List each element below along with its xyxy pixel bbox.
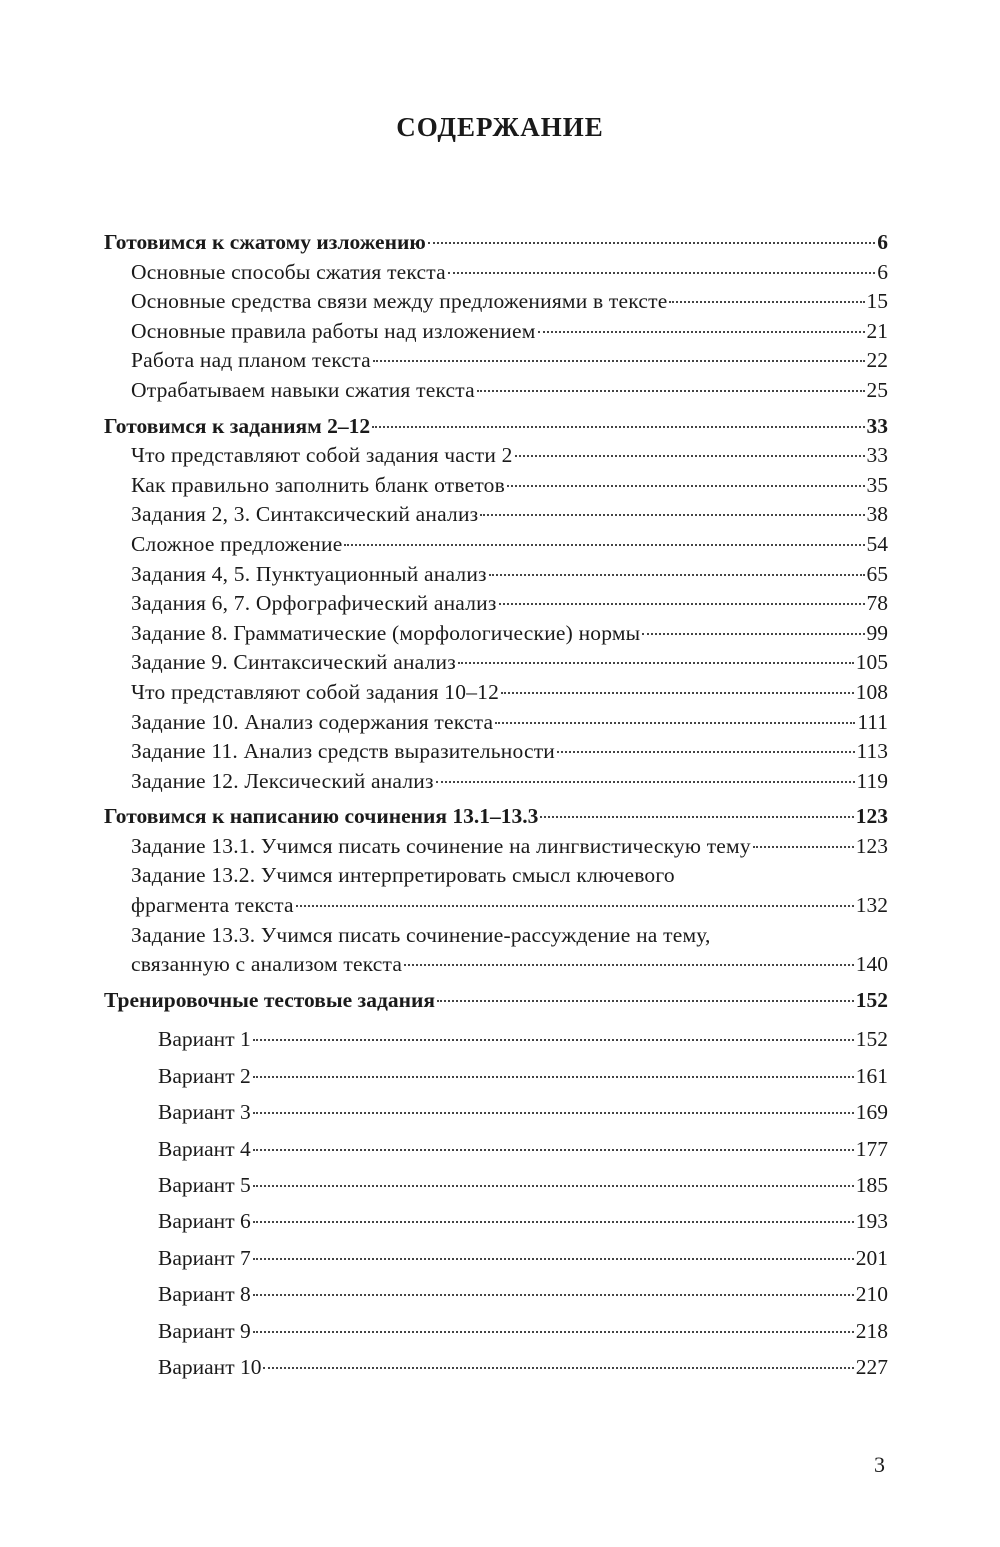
toc-page-number: 6: [877, 259, 888, 284]
toc-item-label: Вариант 2: [158, 1063, 251, 1088]
toc-item-label: Задание 11. Анализ средств выразительности: [131, 739, 555, 764]
toc-item-label: Вариант 8: [158, 1282, 251, 1307]
toc-section: [104, 986, 888, 1016]
toc-page-number: 33: [866, 413, 888, 438]
dot-leader: [501, 692, 854, 694]
toc-section: [104, 228, 888, 258]
toc-page-number: 33: [866, 443, 888, 468]
toc-section: [104, 802, 888, 832]
toc-item: [131, 648, 888, 678]
page-number-footer: 3: [874, 1452, 885, 1477]
toc-item: [131, 560, 888, 590]
toc-item: [131, 530, 888, 560]
dot-leader: [344, 544, 864, 546]
toc-item-label: Что представляют собой задания части 2: [131, 443, 513, 468]
toc-page-number: 113: [856, 739, 888, 764]
toc-item: [131, 832, 888, 862]
dot-leader: [404, 964, 854, 966]
toc-page-number: 78: [866, 591, 888, 616]
toc-variant: [158, 1276, 888, 1312]
toc-variant: [158, 1021, 888, 1057]
toc-item-label: Задание 13.1. Учимся писать сочинение на лингвистическую тему: [131, 833, 751, 858]
dot-leader: [538, 331, 865, 333]
toc-page-number: 169: [855, 1100, 888, 1125]
toc-section: [104, 412, 888, 442]
dot-leader: [557, 751, 855, 753]
dot-leader: [480, 514, 864, 516]
toc-page-number: 38: [866, 502, 888, 527]
toc-item: [131, 589, 888, 619]
toc-page-number: 152: [855, 1027, 888, 1052]
dot-leader: [253, 1039, 854, 1041]
toc-item: [131, 441, 888, 471]
toc-item: [131, 950, 888, 980]
toc-item-label: Задания 2, 3. Синтаксический анализ: [131, 502, 479, 527]
toc-item-label: Задание 8. Грамматические (морфологические) нормы: [131, 620, 641, 645]
toc-item-label: Сложное предложение: [131, 531, 343, 556]
toc-item: [131, 317, 888, 347]
toc-item-label: Вариант 7: [158, 1245, 251, 1270]
toc-page-number: 161: [855, 1063, 888, 1088]
page-title: СОДЕРЖАНИЕ: [396, 112, 604, 142]
toc-page-number: 15: [866, 289, 888, 314]
toc-item: [131, 678, 888, 708]
dot-leader: [495, 722, 855, 724]
toc-page-number: 119: [856, 768, 888, 793]
toc-page-number: 185: [855, 1173, 888, 1198]
toc-item-label: Вариант 3: [158, 1100, 251, 1125]
toc-section-title: Готовимся к заданиям 2–12: [104, 413, 371, 438]
toc-variant: [158, 1240, 888, 1276]
toc-page-number: 177: [855, 1136, 888, 1161]
toc-item-label: Вариант 1: [158, 1027, 251, 1052]
toc-item: [131, 287, 888, 317]
dot-leader: [669, 301, 864, 303]
dot-leader: [253, 1149, 854, 1151]
dot-leader: [372, 426, 864, 428]
dot-leader: [373, 360, 865, 362]
toc-page-number: 123: [855, 833, 888, 858]
toc-item-label: Задания 4, 5. Пунктуационный анализ: [131, 561, 487, 586]
toc-item-label: связанную с анализом текста: [131, 952, 403, 977]
toc-item: [131, 258, 888, 288]
toc-item-label: Вариант 5: [158, 1173, 251, 1198]
dot-leader: [540, 816, 853, 818]
toc-page-number: 25: [866, 377, 888, 402]
toc-page-number: 193: [855, 1209, 888, 1234]
toc-section-title: Тренировочные тестовые задания: [104, 987, 435, 1012]
toc-page-number: 227: [855, 1355, 888, 1380]
dot-leader: [296, 905, 854, 907]
toc-variant: [158, 1313, 888, 1349]
toc-page-number: 105: [855, 650, 888, 675]
toc-item-label: Вариант 6: [158, 1209, 251, 1234]
dot-leader: [448, 272, 875, 274]
dot-leader: [515, 455, 865, 457]
toc-page-number: 99: [866, 620, 888, 645]
toc-page-number: 201: [855, 1245, 888, 1270]
toc-item: [131, 376, 888, 406]
toc-item-label-line1: Задание 13.2. Учимся интерпретировать смысл ключевого: [131, 863, 675, 888]
toc-item-first-line: [131, 861, 888, 891]
toc-item-label: Задание 12. Лексический анализ: [131, 768, 434, 793]
toc-item: [131, 471, 888, 501]
variant-list: [0, 1021, 1000, 1385]
toc-page-number: 152: [855, 987, 888, 1012]
dot-leader: [253, 1331, 854, 1333]
toc-item-label: Вариант 9: [158, 1318, 251, 1343]
toc-item: [131, 500, 888, 530]
toc-item: [131, 767, 888, 797]
toc-item: [131, 891, 888, 921]
dot-leader: [253, 1185, 854, 1187]
toc-item: [131, 708, 888, 738]
dot-leader: [477, 390, 865, 392]
toc-page-number: 21: [866, 318, 888, 343]
dot-leader: [507, 485, 865, 487]
toc-page-number: 54: [866, 531, 888, 556]
dot-leader: [253, 1076, 854, 1078]
toc-item-label: Вариант 4: [158, 1136, 251, 1161]
toc-page-number: 140: [855, 952, 888, 977]
toc-item: [131, 619, 888, 649]
dot-leader: [263, 1367, 853, 1369]
toc-page-number: 108: [855, 679, 888, 704]
toc-item-label: Основные способы сжатия текста: [131, 259, 446, 284]
dot-leader: [253, 1112, 854, 1114]
toc-item-label: Задание 10. Анализ содержания текста: [131, 709, 494, 734]
toc-section-title: Готовимся к написанию сочинения 13.1–13.3: [104, 804, 539, 829]
dot-leader: [489, 574, 865, 576]
toc-variant: [158, 1058, 888, 1094]
toc-page-number: 111: [857, 709, 888, 734]
toc-variant: [158, 1131, 888, 1167]
toc-item-label: Задание 9. Синтаксический анализ: [131, 650, 456, 675]
toc-item-label-line1: Задание 13.3. Учимся писать сочинение-рассуждение на тему,: [131, 922, 711, 947]
dot-leader: [437, 1000, 854, 1002]
toc-item-label: Как правильно заполнить бланк ответов: [131, 472, 505, 497]
toc-variant: [158, 1167, 888, 1203]
toc-page-number: 35: [866, 472, 888, 497]
toc-item-label: фрагмента текста: [131, 893, 294, 918]
toc-item-label: Вариант 10: [158, 1355, 262, 1380]
toc-page-number: 210: [855, 1282, 888, 1307]
toc-variant: [158, 1094, 888, 1130]
toc-page-number: 123: [855, 804, 888, 829]
toc-item-first-line: [131, 921, 888, 951]
toc-item-label: Основные средства связи между предложениями в тексте: [131, 289, 668, 314]
table-of-contents: [0, 228, 1000, 1386]
toc-variant: [158, 1203, 888, 1239]
toc-variant: [158, 1349, 888, 1385]
dot-leader: [642, 633, 864, 635]
dot-leader: [428, 242, 875, 244]
toc-item-label: Задания 6, 7. Орфографический анализ: [131, 591, 497, 616]
toc-page-number: 22: [866, 348, 888, 373]
toc-item-label: Работа над планом текста: [131, 348, 371, 373]
toc-item: [131, 346, 888, 376]
toc-page-number: 65: [866, 561, 888, 586]
dot-leader: [458, 662, 854, 664]
toc-page-number: 6: [877, 230, 888, 254]
toc-section-title: Готовимся к сжатому изложению: [104, 230, 426, 254]
toc-item-label: Отрабатываем навыки сжатия текста: [131, 377, 475, 402]
toc-item-label: Основные правила работы над изложением: [131, 318, 536, 343]
dot-leader: [253, 1294, 854, 1296]
toc-item-label: Что представляют собой задания 10–12: [131, 679, 500, 704]
toc-page-number: 132: [855, 893, 888, 918]
dot-leader: [436, 781, 855, 783]
toc-item: [131, 737, 888, 767]
dot-leader: [253, 1258, 854, 1260]
toc-page-number: 218: [855, 1318, 888, 1343]
dot-leader: [253, 1221, 854, 1223]
dot-leader: [499, 603, 865, 605]
dot-leader: [753, 846, 854, 848]
